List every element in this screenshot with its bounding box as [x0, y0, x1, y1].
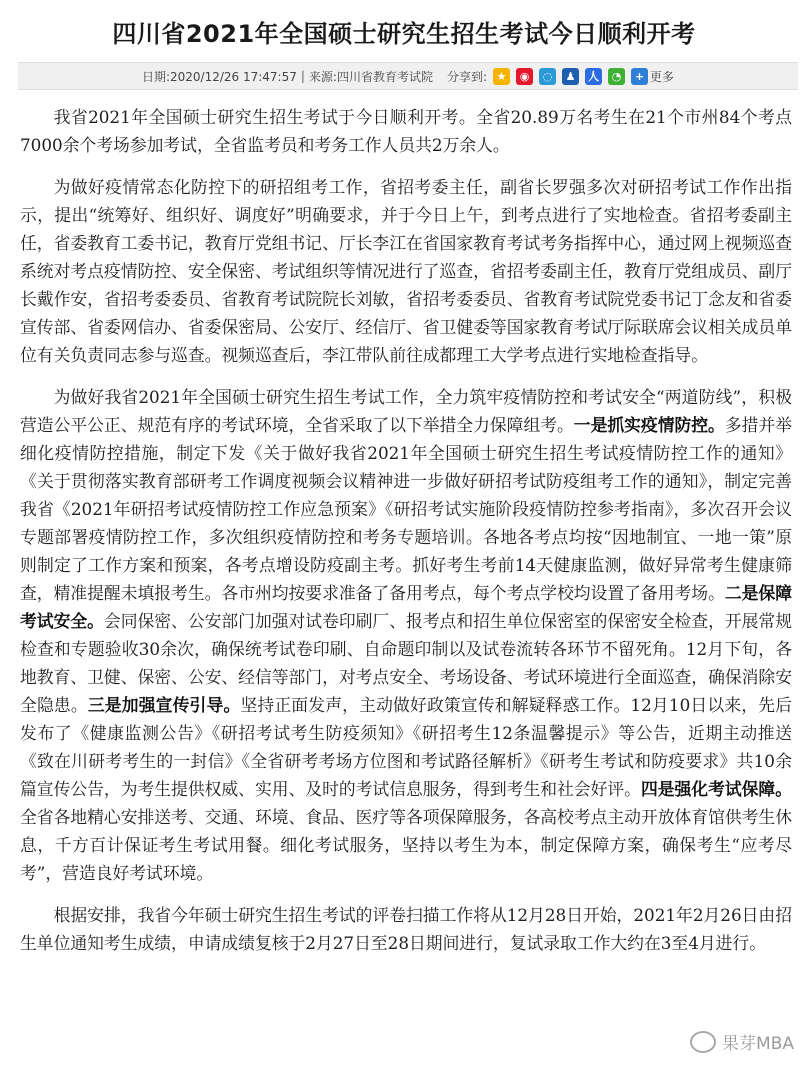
watermark: [690, 1029, 794, 1054]
article-title: 四川省2021年全国硕士研究生招生考试今日顺利开考: [112, 20, 696, 48]
renren-icon[interactable]: ♟: [562, 68, 579, 85]
meta-separator: |: [300, 69, 305, 83]
wechat-watermark-icon: [690, 1031, 716, 1053]
article-meta-bar: [18, 62, 798, 90]
paragraph-text: 会同保密、公安部门加强对试卷印刷厂、报考点和招生单位保密室的保密安全检查，开展常规检查和专题验收30余次，确保统考试卷印刷、自命题印制以及试卷流转各环节不留死角。12月下旬，各地教育、卫健、保密、公安、经信等部门，对考点安全、考场设备、考试环境进行全面巡查，确保消除安全隐患。: [20, 611, 792, 715]
paragraph: 为做好疫情常态化防控下的研招组考工作，省招考委主任，副省长罗强多次对研招考试工作作出指示，提出“统筹好、组织好、调度好”明确要求，并于今日上午，到考点进行了实地检查。省招考委副主任，省委教育工委书记，教育厅党组书记、厅长李江在省国家教育考试考务指挥中心，通过网上视频巡查系统对考点疫情防控、安全保密、考试组织等情况进行了巡查，省招考委副主任，教育厅党组成员、副厅长戴作安，省招考委委员、省教育考试院院长刘敏，省招考委委员、省教育考试院党委书记丁念友和省委宣传部、省委网信办、省委保密局、公安厅、经信厅、省卫健委等国家教育考试厅际联席会议相关成员单位有关负责同志参与巡查。视频巡查后，李江带队前往成都理工大学考点进行实地检查指导。: [20, 177, 792, 365]
baidu-icon[interactable]: 人: [585, 68, 602, 85]
bold-heading: 四是强化考试保障。: [640, 779, 792, 799]
paragraph-text: 坚持正面发声，主动做好政策宣传和解疑释惑工作。12月10日以来，先后发布了《健康监测公告》《研招考试考生防疫须知》《研招考生12条温馨提示》等公告，近期主动推送《致在川研考考生的一封信》《全省研考考场方位图和考试路径解析》《研考生考试和防疫要求》共10余篇宣传公告，为考生提供权威、实用、及时的考试信息服务，得到考生和社会好评。: [20, 695, 792, 799]
publish-date: 日期:2020/12/26 17:47:57: [141, 69, 297, 84]
wechat-icon[interactable]: ◔: [608, 68, 625, 85]
bold-heading: 二是保障考试安全。: [20, 583, 792, 631]
article-source: 来源:四川省教育考试院: [308, 69, 433, 84]
paragraph: [20, 383, 792, 887]
share-more-link[interactable]: 更多: [650, 69, 675, 84]
bold-heading: 三是加强宣传引导。: [87, 695, 241, 715]
paragraph-text: 多措并举细化疫情防控措施，制定下发《关于做好我省2021年全国硕士研究生招生考试疫情防控工作的通知》《关于贯彻落实教育部研考工作调度视频会议精神进一步做好研招考试防疫组考工作的通知》，制定完善我省《2021年研招考试疫情防控工作应急预案》《研招考试实施阶段疫情防控参考指南》，多次召开会议专题部署疫情防控工作，多次组织疫情防控和考务专题培训。各地各考点均按“因地制宜、一地一策”原则制定了工作方案和预案，各考点增设防疫副主考。抓好考生考前14天健康监测，做好异常考生健康筛查，精准提醒未填报考生。各市州均按要求准备了备用考点，每个考点学校均设置了备用考场。: [20, 415, 792, 603]
tencent-weibo-icon[interactable]: ◌: [539, 68, 556, 85]
paragraph-text: 全省各地精心安排送考、交通、环境、食品、医疗等各项保障服务，各高校考点主动开放体育馆供考生休息，千方百计保证考生考试用餐。细化考试服务，坚持以考生为本，制定保障方案，确保考生“应考尽考”，营造良好考试环境。: [20, 807, 792, 883]
bold-heading: 一是抓实疫情防控。: [573, 415, 725, 435]
paragraph-text: 为做好我省2021年全国硕士研究生招生考试工作，全力筑牢疫情防控和考试安全“两道防线”，积极营造公平公正、规范有序的考试环境，全省采取了以下举措全力保障组考。: [20, 387, 792, 435]
paragraph: 我省2021年全国硕士研究生招生考试于今日顺利开考。全省20.89万名考生在21个市州84个考点7000余个考场参加考试，全省监考员和考务工作人员共2万余人。: [20, 107, 792, 155]
article-body: [20, 103, 792, 971]
more-icon[interactable]: +: [631, 68, 648, 85]
weibo-icon[interactable]: ◉: [516, 68, 533, 85]
share-label: 分享到:: [446, 69, 488, 84]
paragraph: 根据安排，我省今年硕士研究生招生考试的评卷扫描工作将从12月28日开始，2021年2月26日由招生单位通知考生成绩，申请成绩复核于2月27日至28日期间进行，复试录取工作大约在3至4月进行。: [20, 905, 792, 953]
watermark-text: 果芽MBA: [722, 1034, 794, 1054]
qzone-icon[interactable]: ★: [493, 68, 510, 85]
